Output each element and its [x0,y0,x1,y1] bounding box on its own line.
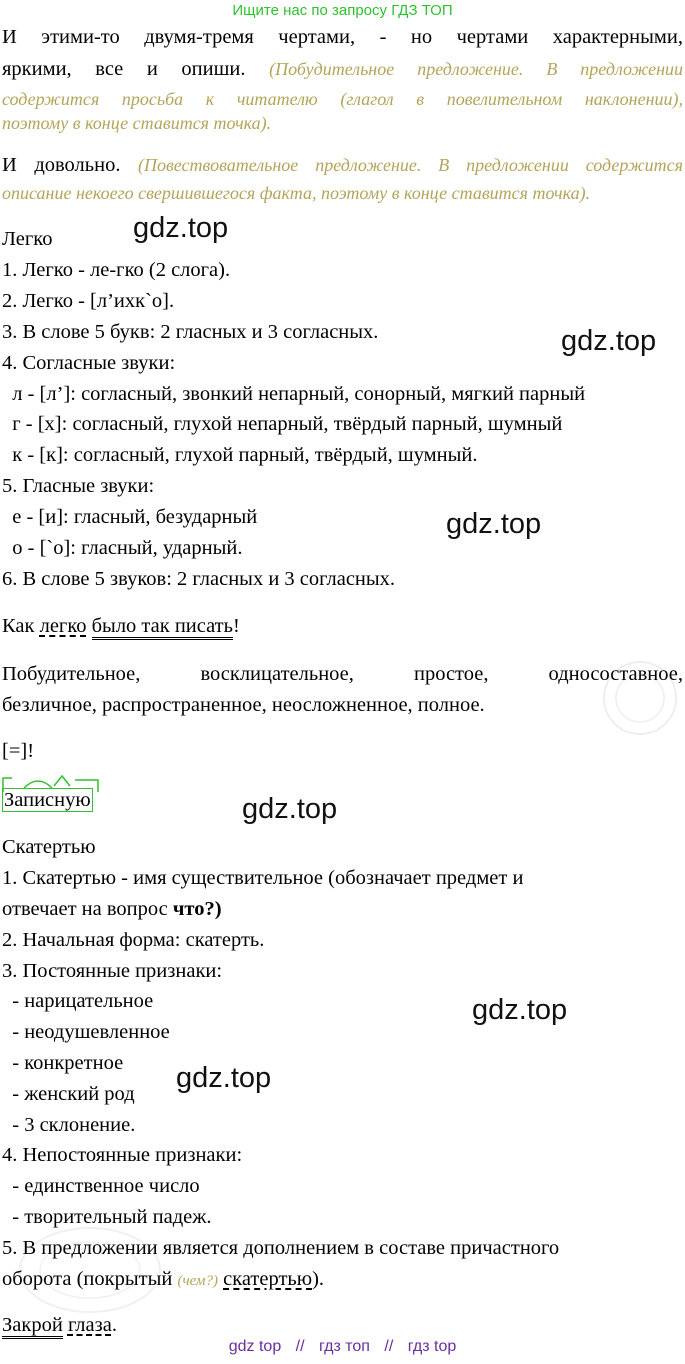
predicate-words: было так писать [92,615,233,640]
watermark: gdz.top [472,994,568,1026]
analysis-line: - неодушевленное [2,1021,170,1043]
characteristics-line: безличное, распространенное, неосложненное, полное. [2,694,485,716]
analysis-line: - творительный падеж. [2,1206,212,1228]
analysis-line: - конкретное [2,1052,124,1074]
sentence-text: И довольно. [2,154,121,176]
watermark: gdz.top [176,1062,272,1094]
watermark: gdz.top [133,212,229,244]
object-word: скатертью [223,1268,313,1290]
watermark: gdz.top [446,508,542,540]
adverbial-word: легко [39,615,87,637]
parsed-sentence [2,613,240,639]
object-word: глаза [67,1314,112,1336]
analysis-line [2,896,222,922]
analysis-text: ). [312,1268,325,1290]
analysis-line: л - [л’]: согласный, звонкий непарный, сонорный, мягкий парный [2,383,586,405]
explanation-note: содержится просьба к читателю (глагол в повелительном наклонении), [2,89,683,109]
period: . [111,1314,117,1336]
analysis-line: к - [к]: согласный, глухой парный, твёрдый, шумный. [2,444,478,466]
analysis-line: 6. В слове 5 звуков: 2 гласных и 3 согласных. [2,568,396,590]
search-banner: Ищите нас по запросу ГДЗ ТОП [232,2,453,19]
footer-separator: // [295,1338,305,1355]
sentence-text: яркими, все и опиши. [2,58,246,80]
footer-link[interactable]: гдз top [407,1338,457,1355]
faint-seal-icon [10,1215,170,1325]
analysis-line: - женский род [2,1083,135,1105]
watermark: gdz.top [242,793,338,825]
analysis-line: 5. Гласные звуки: [2,475,155,497]
morpheme-word-text: Записную [4,789,91,811]
question-bold: что?) [172,898,222,920]
analysis-line: - 3 склонение. [2,1114,136,1136]
analysis-line: е - [и]: гласный, безударный [2,506,258,528]
footer-links [0,1338,685,1356]
predicate-word: Закрой [2,1314,63,1339]
word-title: Скатертью [2,836,96,858]
explanation-note: (Побудительное предложение. В предложении [269,59,683,79]
sentence-word: Как [2,615,35,637]
footer-link[interactable]: gdz top [228,1338,282,1355]
analysis-line: - нарицательное [2,990,154,1012]
analysis-line: г - [х]: согласный, глухой непарный, твёрдый парный, шумный [2,413,563,435]
analysis-line: 2. Начальная форма: скатерть. [2,929,265,951]
explanation-note: (Повествовательное предложение. В предложении содержится [137,155,684,175]
exclamation-mark: ! [233,615,240,637]
analysis-text: отвечает на вопрос [2,898,168,920]
analysis-line: 3. Постоянные признаки: [2,960,223,982]
analysis-line: о - [`о]: гласный, ударный. [2,537,243,559]
analysis-line: 4. Согласные звуки: [2,352,176,374]
analysis-line: 5. В предложении является дополнением в составе причастного [2,1237,560,1259]
question-note: (чем?) [177,1273,218,1289]
explanation-note: описание некоего свершившегося факта, поэтому в конце ставится точка). [2,183,591,203]
footer-separator: // [384,1338,394,1355]
sentence-scheme: [=]! [2,740,35,762]
analysis-text: оборота (покрытый [2,1268,173,1290]
analysis-line: 1. Скатертью - имя существительное (обозначает предмет и [2,867,524,889]
footer-link[interactable]: гдз топ [319,1338,370,1355]
word-title: Легко [2,228,53,250]
analysis-line: 1. Легко - ле-гко (2 слога). [2,259,231,281]
suffix-mark [54,776,70,786]
analysis-line: 2. Легко - [л’ихк`о]. [2,290,175,312]
sentence-line: И этими-то двумя-тремя чертами, - но чертами характерными, [2,26,683,48]
faint-seal-icon [585,648,685,748]
sentence-line [2,56,683,82]
sentence-line [2,152,683,178]
explanation-note: поэтому в конце ставится точка). [2,113,272,133]
watermark: gdz.top [561,325,657,357]
morpheme-word [2,787,93,813]
characteristics-line: Побудительное, восклицательное, простое, односоставное, [2,663,683,685]
analysis-line: 3. В слове 5 букв: 2 гласных и 3 согласных. [2,321,379,343]
analysis-line: - единственное число [2,1175,200,1197]
analysis-line: 4. Непостоянные признаки: [2,1144,243,1166]
